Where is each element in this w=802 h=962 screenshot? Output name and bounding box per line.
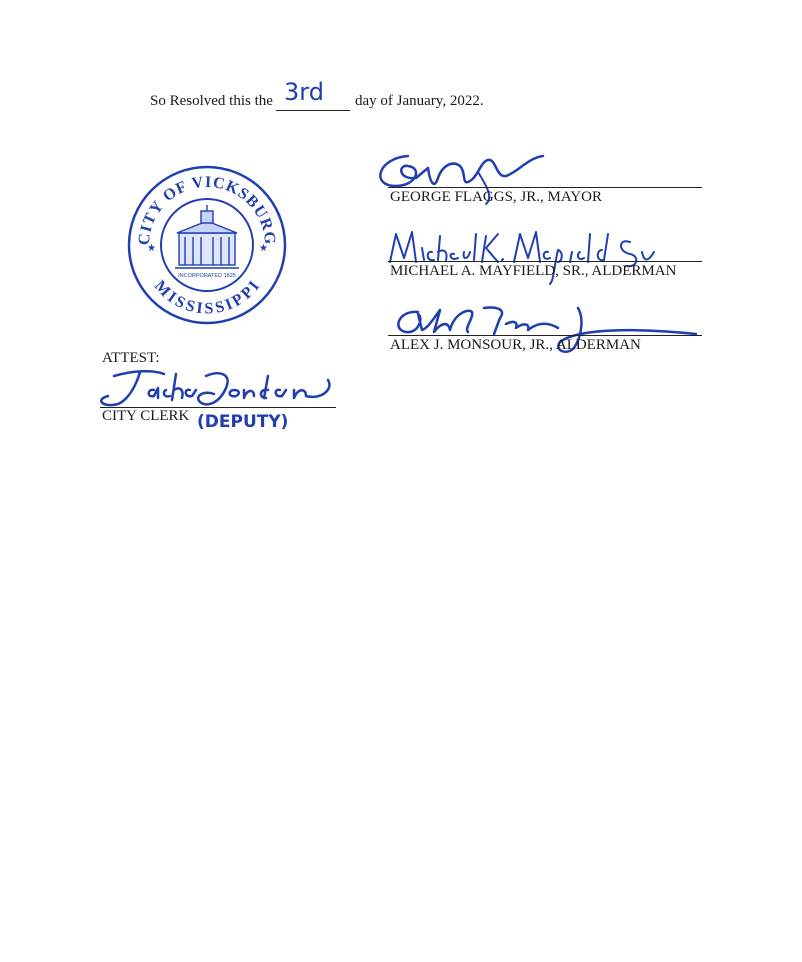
seal-bottom-text: MISSISSIPPI xyxy=(150,277,264,318)
courthouse-icon xyxy=(175,205,239,268)
monsour-title: ALEX J. MONSOUR, JR., ALDERMAN xyxy=(390,337,641,353)
mayfield-signature-line xyxy=(388,261,702,262)
mayor-title: GEORGE FLAGGS, JR., MAYOR xyxy=(390,189,602,205)
clerk-title: CITY CLERK xyxy=(102,408,190,424)
seal-top-text: CITY OF VICKSBURG xyxy=(135,173,279,246)
city-seal xyxy=(127,165,287,325)
day-blank-line xyxy=(276,110,350,111)
mayor-signature-line xyxy=(388,187,702,188)
seal-star-right-icon: ★ xyxy=(259,243,268,254)
resolution-prefix: So Resolved this the xyxy=(150,93,273,109)
deputy-handwritten-note: (DEPUTY) xyxy=(197,412,289,432)
monsour-signature-line xyxy=(388,335,702,336)
attest-label: ATTEST: xyxy=(102,350,160,366)
resolution-suffix: day of January, 2022. xyxy=(355,93,484,109)
city-seal-graphic xyxy=(127,165,287,325)
seal-inner-text: INCORPORATED 1825 xyxy=(178,273,236,279)
handwritten-day: 3rd xyxy=(284,78,324,106)
seal-star-left-icon: ★ xyxy=(147,243,156,254)
mayfield-title: MICHAEL A. MAYFIELD, SR., ALDERMAN xyxy=(390,263,677,279)
